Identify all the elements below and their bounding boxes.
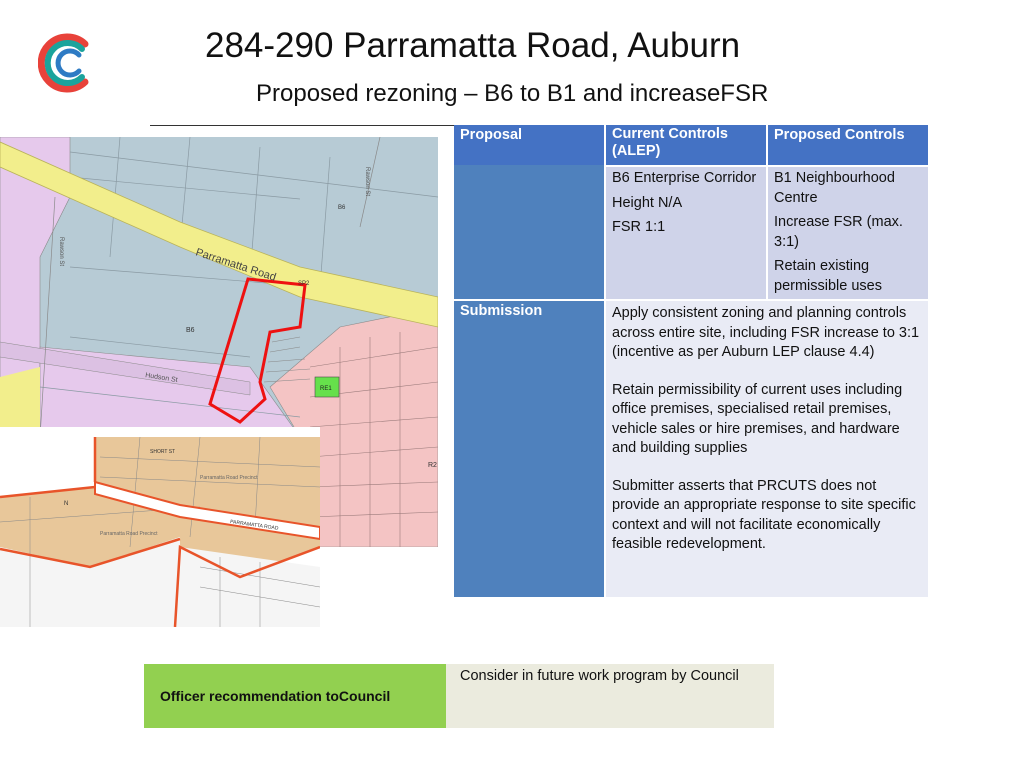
hudson-street-label: Hudson St xyxy=(144,372,179,385)
current-height: Height N/A xyxy=(612,194,683,211)
zone-b6-top-label: B6 xyxy=(338,205,346,211)
proposed-controls-cell xyxy=(768,167,928,299)
inset-short-st-label: SHORT ST xyxy=(150,449,176,455)
zone-re1-label: RE1 xyxy=(320,386,332,392)
page-subtitle: Proposed rezoning – B6 to B1 and increaseFSR xyxy=(256,80,769,107)
submission-para-1: Apply consistent zoning and planning controls across entire site, including FSR increase to 3:1 (incentive as per Auburn LEP clause 4.4) xyxy=(612,305,920,360)
submission-cell xyxy=(606,301,928,597)
recommendation-label: Officer recommendation toCouncil xyxy=(144,664,446,728)
proposal-table xyxy=(454,125,928,597)
zone-b6-label: B6 xyxy=(186,327,195,334)
inset-n-label: N xyxy=(64,501,69,507)
current-fsr: FSR 1:1 xyxy=(612,219,666,235)
road-label: Parramatta Road xyxy=(194,246,278,284)
submission-label: Submission xyxy=(454,301,604,597)
inset-road-label: PARRAMATTA ROAD xyxy=(229,519,279,532)
council-logo xyxy=(38,30,98,96)
proposed-controls-header: Proposed Controls xyxy=(768,125,928,165)
recommendation-text: Consider in future work program by Council xyxy=(446,664,774,728)
current-zone: B6 Enterprise Corridor xyxy=(612,170,757,186)
inset-precinct-label-b: Parramatta Road Precinct xyxy=(200,475,258,481)
proposal-header: Proposal xyxy=(454,125,604,165)
proposed-uses: Retain existing permissible uses xyxy=(774,258,882,294)
precinct-inset-map xyxy=(0,427,320,627)
street-label-right: Rawson St xyxy=(364,167,370,197)
submission-para-3: Submitter asserts that PRCUTS does not provide an appropriate response to site specific context and will not facilitate economically feasible redevelopment. xyxy=(612,477,916,552)
zone-sp2-label: SP2 xyxy=(298,281,310,287)
street-label-left: Rawson St xyxy=(58,237,64,267)
current-controls-cell xyxy=(606,167,766,299)
current-controls-header: Current Controls (ALEP) xyxy=(606,125,766,165)
proposal-side-cell xyxy=(454,165,604,299)
zone-r2-label: R2 xyxy=(428,462,437,469)
submission-para-2: Retain permissibility of current uses including office premises, specialised retail premises, vehicle sales or hire premises, and hardware and building supplies xyxy=(612,381,903,456)
page-title: 284-290 Parramatta Road, Auburn xyxy=(205,26,741,65)
officer-recommendation xyxy=(144,664,774,728)
proposed-zone: B1 Neighbourhood Centre xyxy=(774,170,895,206)
title-divider xyxy=(150,125,455,126)
inset-precinct-label-a: Parramatta Road Precinct xyxy=(100,531,158,537)
proposed-fsr: Increase FSR (max. 3:1) xyxy=(774,214,903,250)
